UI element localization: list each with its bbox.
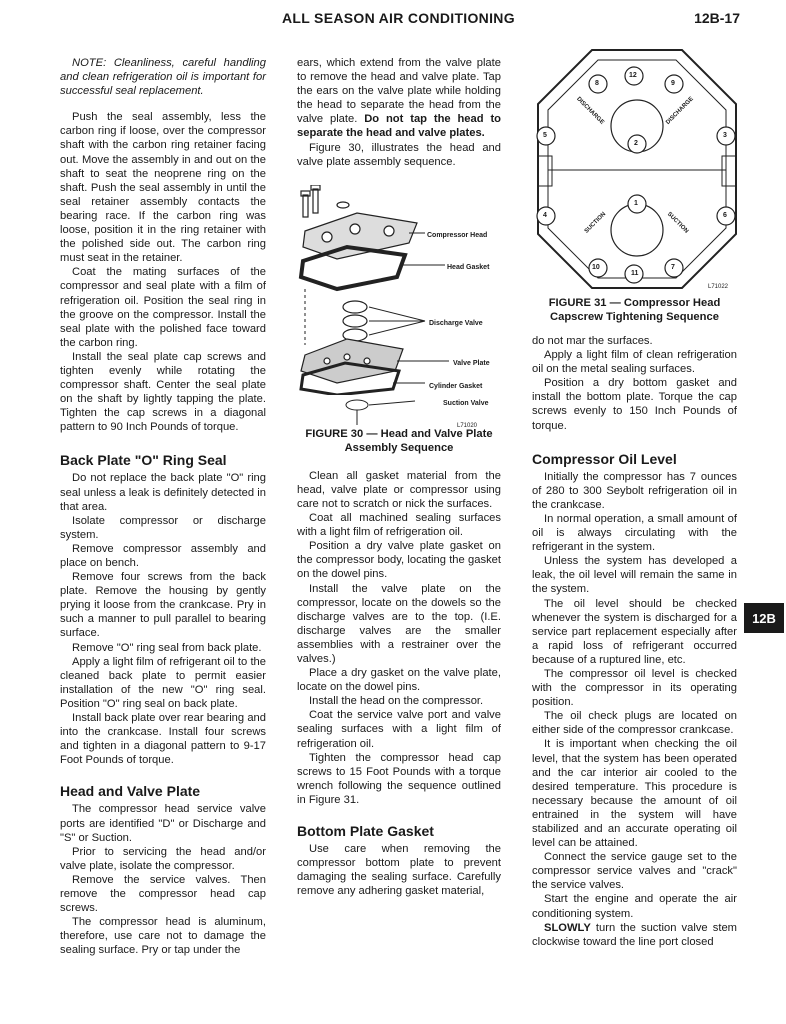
column-2 (297, 56, 501, 898)
label-discharge-left: DISCHARGE (575, 96, 605, 126)
page-number: 12B-17 (694, 10, 740, 26)
paragraph (297, 56, 501, 141)
paragraph: Prior to servicing the head and/or valve plate, isolate the compressor. (60, 845, 266, 872)
paragraph: Isolate compressor or discharge system. (60, 514, 266, 541)
bold-text: SLOWLY (544, 921, 591, 934)
column-1 (60, 56, 266, 957)
page-header (0, 10, 786, 32)
label-valve-plate: Valve Plate (453, 359, 490, 367)
note-paragraph: NOTE: Cleanliness, careful handling and clean refrigeration oil is important for successful seal replacement. (60, 57, 266, 98)
paragraph: The oil check plugs are located on either side of the compressor crankcase. (532, 710, 737, 737)
label-cylinder-gasket: Cylinder Gasket (429, 382, 483, 390)
seq-number: 12 (629, 72, 637, 79)
paragraph: Position a dry valve plate gasket on the compressor body, locating the gasket on the dowel pins. (297, 540, 501, 581)
heading-back-plate: Back Plate "O" Ring Seal (60, 452, 227, 469)
paragraph: The compressor head is aluminum, therefore, use care not to damage the sealing surface. Pry or tap under the (60, 916, 266, 957)
label-discharge-right: DISCHARGE (665, 96, 695, 126)
figure-31 (532, 44, 742, 292)
paragraph: Coat all machined sealing surfaces with a light film of refrigeration oil. (297, 512, 501, 539)
figure-31-caption: FIGURE 31 — Compressor Head Capscrew Tightening Sequence (548, 297, 721, 323)
label-head-gasket: Head Gasket (447, 263, 490, 271)
seq-number: 6 (723, 212, 727, 219)
paragraph: Coat the mating surfaces of the compressor and seal plate with a film of refrigeration oil. Position the seal ring in the groove on the compressor. Install the seal plate with the polished face toward the carbon ring. (60, 266, 266, 349)
heading-head-valve-plate: Head and Valve Plate (60, 783, 201, 800)
seq-number: 9 (671, 80, 675, 87)
paragraph: The compressor oil level is checked with the compressor in its operating position. (532, 667, 737, 709)
paragraph: Remove the service valves. Then remove the compressor head cap screws. (60, 873, 266, 915)
section-title: ALL SEASON AIR CONDITIONING (282, 10, 515, 26)
paragraph: Use care when removing the compressor bottom plate to prevent damaging the sealing surface. Carefully remove any adhering gasket material, (297, 843, 501, 898)
seq-number: 3 (723, 132, 727, 139)
section-tab: 12B (744, 603, 784, 633)
heading-bottom-plate: Bottom Plate Gasket (297, 823, 434, 839)
paragraph: It is important when checking the oil level, that the system has been operated and the car interior air cooled to the desired temperature. This procedure is necessary because the amount of oil entrained in the system will have stabilized and an accurate operating oil level can be attained. (532, 738, 737, 850)
paragraph: Start the engine and operate the air conditioning system. (532, 893, 737, 920)
figure-30-caption: FIGURE 30 — Head and Valve Plate Assembly Sequence (305, 427, 493, 454)
paragraph: Install the head on the compressor. (309, 695, 484, 708)
paragraph: Remove "O" ring seal from back plate. (72, 641, 262, 654)
paragraph: Do not replace the back plate "O" ring seal unless a leak is definitely detected in that area. (60, 472, 266, 513)
seq-number: 10 (592, 264, 600, 271)
paragraph: Apply a light film of refrigerant oil to the cleaned back plate to permit easier installation of the new "O" ring seal. Position "O" ring seal on back plate. (60, 655, 266, 710)
seq-number: 5 (543, 132, 547, 139)
paragraph: Coat the service valve port and valve sealing surfaces with a light film of refrigeration oil. (297, 709, 501, 750)
seq-number: 7 (671, 264, 675, 271)
seq-number: 4 (543, 212, 547, 219)
paragraph: Figure 30, illustrates the head and valve plate assembly sequence. (297, 141, 501, 168)
heading-oil-level: Compressor Oil Level (532, 450, 677, 467)
seq-number: 8 (595, 80, 599, 87)
paragraph: The oil level should be checked whenever the system is discharged for a service part replacement especially after a rapid loss of refrigerant occurred because of a ruptured line, etc. (532, 597, 737, 666)
label-suction-right: SUCTION (665, 211, 690, 235)
paragraph: Connect the service gauge set to the compressor service valves and "crack" the service valves. (532, 851, 737, 892)
seq-number: 11 (631, 270, 639, 277)
paragraph: Remove compressor assembly and place on bench. (60, 542, 266, 569)
paragraph (532, 921, 737, 949)
suction-valve-icon (337, 397, 417, 427)
figure-code: L71020 (457, 422, 478, 429)
seq-number: 2 (634, 140, 638, 147)
paragraph: do not mar the surfaces. (532, 335, 653, 347)
paragraph: Place a dry gasket on the valve plate, locate on the dowel pins. (297, 667, 501, 694)
paragraph: In normal operation, a small amount of oil is always circulating with the refrigerant in the system. (532, 512, 737, 554)
paragraph: Push the seal assembly, less the carbon ring if loose, over the compressor shaft with the carbon ring retainer facing out. Move the assembly in and out on the shaft to seat the neoprene ring on the shaft. Push the seal assembly in until the seal retainer assembly contacts the bearing race. If the carbon ring was loose, position it in the ring retainer with the polished side out. The carbon ring must seat in the retainer. (60, 111, 266, 265)
paragraph: Apply a light film of clean refrigeration oil on the metal sealing surfaces. (532, 349, 737, 376)
paragraph: Unless the system has developed a leak, the oil level will remain the same in the system. (532, 555, 737, 596)
paragraph: The compressor head service valve ports are identified "D" or Discharge and "S" or Suction. (60, 803, 266, 844)
paragraph: Tighten the compressor head cap screws to 15 Foot Pounds with a torque wrench following the sequence outlined in Figure 31. (297, 751, 501, 806)
label-discharge-valve: Discharge Valve (429, 319, 483, 327)
column-3 (532, 334, 737, 949)
figure-code: L71022 (708, 284, 729, 290)
label-compressor-head: Compressor Head (427, 231, 488, 239)
paragraph: Initially the compressor has 7 ounces of 280 to 300 Seybolt refrigeration oil in the crankcase. (532, 470, 737, 511)
paragraph: Position a dry bottom gasket and install the bottom plate. Torque the cap screws evenly to 150 Inch Pounds of torque. (532, 377, 737, 432)
seq-number: 1 (634, 200, 638, 207)
paragraph: Remove four screws from the back plate. Remove the housing by gently prying it loose from the crankcase. Pry in such a manner to pull parallel to bearing surface. (60, 571, 266, 640)
capscrew-sequence-diagram (532, 44, 742, 292)
paragraph: Install the seal plate cap screws and tighten evenly while rotating the compressor shaft. Center the seal plate on the shaft by lightly tapping the plate. Tighten the cap screws in a diagonal pattern to 90 Inch Pounds of torque. (60, 350, 266, 434)
figure-30 (297, 185, 501, 395)
suction-valve-row (297, 397, 501, 427)
text: turn the suction valve stem clockwise toward the line port closed (532, 921, 737, 948)
paragraph: Install back plate over rear bearing and into the crankcase. Install four screws and tighten in a diagonal pattern to 9-17 Foot Pounds of torque. (60, 712, 266, 767)
paragraph: Install the valve plate on the compressor, locate on the dowels so the discharge valves are to the top. (I.E. discharge valves are the smaller assemblies with a restrainer over the valves.) (297, 582, 501, 665)
bold-warning: Do not tap the head to separate the head and valve plates. (297, 113, 502, 140)
label-suction-left: SUCTION (583, 211, 608, 235)
label-suction-valve: Suction Valve (443, 399, 489, 407)
paragraph: Clean all gasket material from the head, valve plate or compressor using care not to scratch or nick the surfaces. (297, 469, 501, 510)
text: ears, which extend from the valve plate to remove the head and valve plate. Tap the ears on the valve plate while holding the head to separate the head from the valve plate. (297, 57, 501, 126)
